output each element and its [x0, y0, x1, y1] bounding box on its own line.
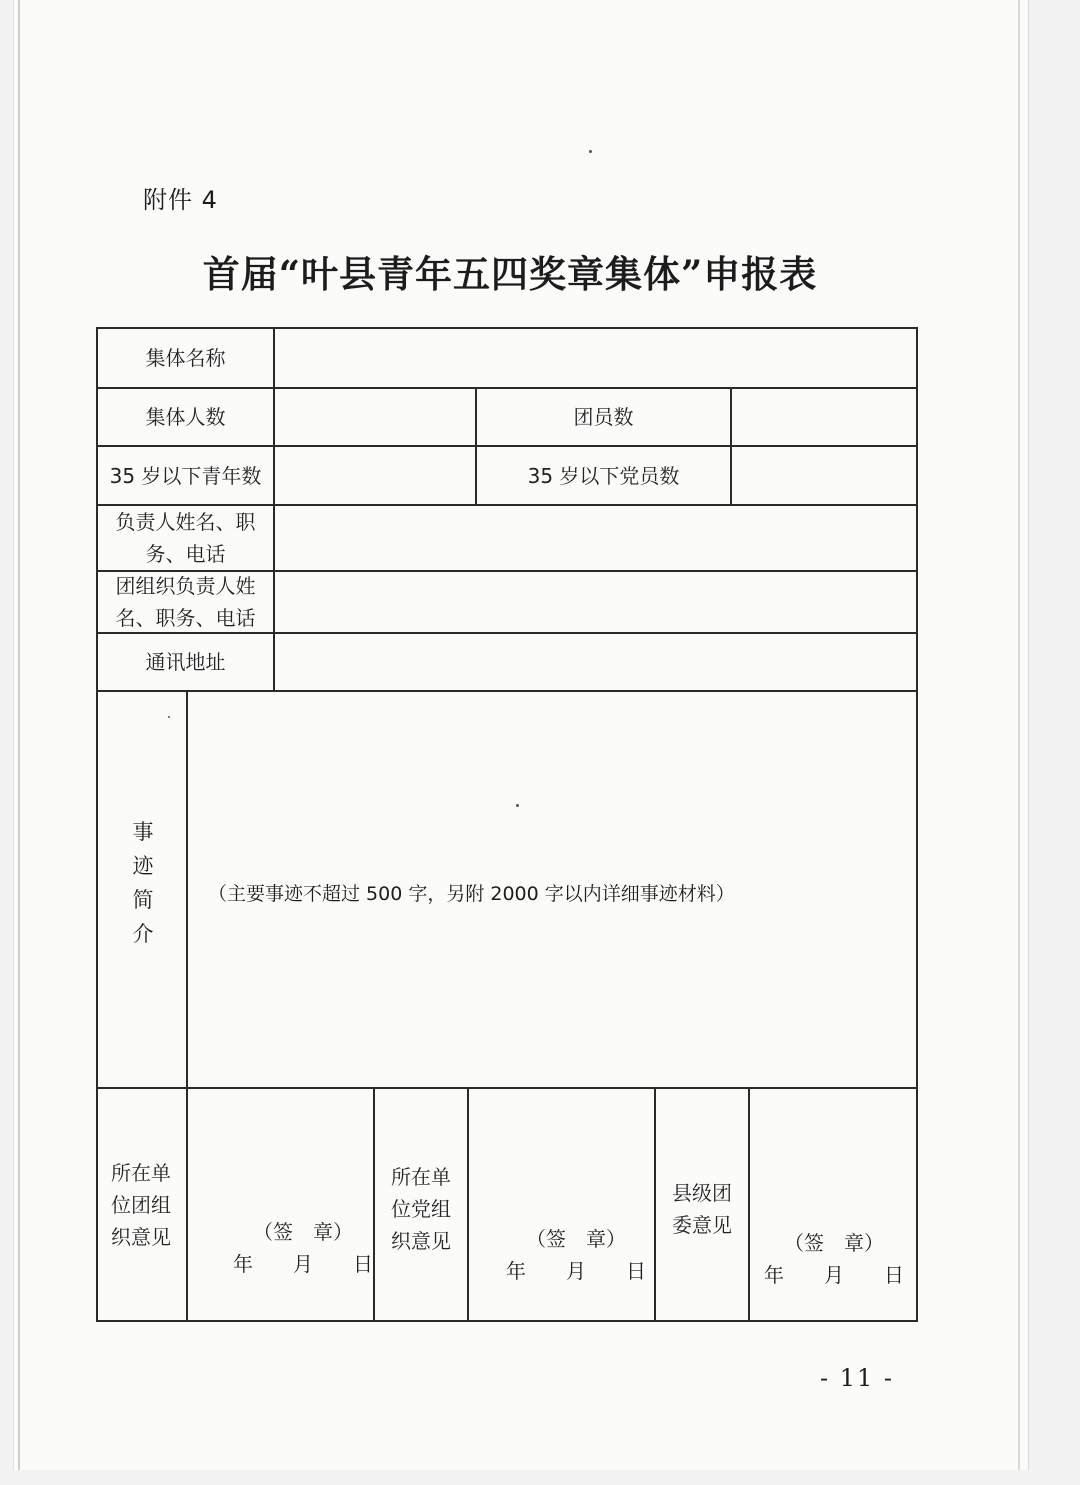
youth-count-text: 35 岁以下青年数: [109, 463, 262, 488]
unit-party-date: 年 月 日: [506, 1259, 646, 1283]
page-edge-right: [1018, 0, 1020, 1470]
unit-league-opinion-field[interactable]: [188, 1089, 373, 1320]
unit-league-sign: （签 章）: [253, 1220, 353, 1244]
attachment-label: 附件 4: [143, 186, 218, 214]
address-text: 通讯地址: [145, 650, 226, 674]
party-count-field[interactable]: [732, 447, 916, 504]
collective-name-text: 集体名称: [145, 346, 226, 370]
deeds-note: （主要事迹不超过 500 字，另附 2000 字以内详细事迹材料）: [208, 883, 735, 905]
leader-info-label: [98, 506, 273, 570]
application-form-table: [96, 327, 918, 1322]
county-league-opinion-label: [656, 1089, 748, 1320]
unit-league-date: 年 月 日: [233, 1252, 373, 1276]
member-count-field[interactable]: [275, 389, 475, 445]
league-leader-info-text-line1: 团组织负责人姓: [115, 574, 256, 598]
league-member-count-field[interactable]: [732, 389, 916, 445]
league-leader-info-label: [98, 572, 273, 632]
unit-league-opinion-line2: 位团组: [111, 1192, 171, 1217]
party-count-label: [477, 447, 730, 504]
scan-speck: [516, 804, 519, 807]
county-league-sign-block: [764, 1227, 904, 1291]
leader-info-text-line2: 务、电话: [145, 542, 226, 566]
youth-count-label: [98, 447, 273, 504]
leader-info-field[interactable]: [275, 506, 916, 570]
youth-count-field[interactable]: [275, 447, 475, 504]
deeds-label-char-1: 事: [132, 820, 154, 844]
county-league-date: 年 月 日: [764, 1263, 904, 1287]
league-leader-info-field[interactable]: [275, 572, 916, 632]
deeds-label-char-4: 介: [132, 922, 154, 946]
league-leader-info-text-line2: 名、职务、电话: [115, 606, 256, 630]
collective-name-field[interactable]: [275, 329, 916, 387]
league-member-count-label: [477, 389, 730, 445]
page-number: - 11 -: [820, 1364, 895, 1392]
county-league-opinion-line1: 县级团: [672, 1181, 732, 1205]
leader-info-text-line1: 负责人姓名、职: [115, 510, 256, 534]
scan-speck: [589, 150, 592, 153]
unit-party-sign: （签 章）: [526, 1227, 626, 1251]
page-edge-left: [18, 0, 20, 1470]
unit-league-opinion-line3: 织意见: [111, 1224, 171, 1249]
form-title: 首届“叶县青年五四奖章集体”申报表: [202, 252, 818, 296]
unit-league-opinion-line1: 所在单: [111, 1160, 171, 1185]
address-field[interactable]: [275, 634, 916, 690]
address-label: [98, 634, 273, 690]
unit-league-sign-block: [233, 1216, 373, 1280]
unit-party-opinion-label: [375, 1089, 467, 1320]
unit-league-opinion-label: [98, 1089, 184, 1320]
unit-party-opinion-line1: 所在单: [391, 1165, 451, 1189]
member-count-label: [98, 389, 273, 445]
unit-party-sign-block: [506, 1223, 646, 1287]
deeds-label-char-3: 简: [132, 888, 154, 912]
collective-name-label: [98, 329, 273, 387]
county-league-opinion-line2: 委意见: [672, 1213, 732, 1237]
deeds-label-char-2: 迹: [132, 854, 154, 878]
scan-speck: [168, 716, 170, 718]
unit-party-opinion-line2: 位党组: [391, 1197, 451, 1221]
party-count-text: 35 岁以下党员数: [527, 463, 680, 488]
county-league-sign: （签 章）: [784, 1231, 884, 1255]
league-member-count-text: 团员数: [573, 405, 634, 429]
deeds-label: [128, 815, 158, 951]
member-count-text: 集体人数: [145, 405, 226, 429]
unit-party-opinion-line3: 织意见: [391, 1229, 451, 1253]
